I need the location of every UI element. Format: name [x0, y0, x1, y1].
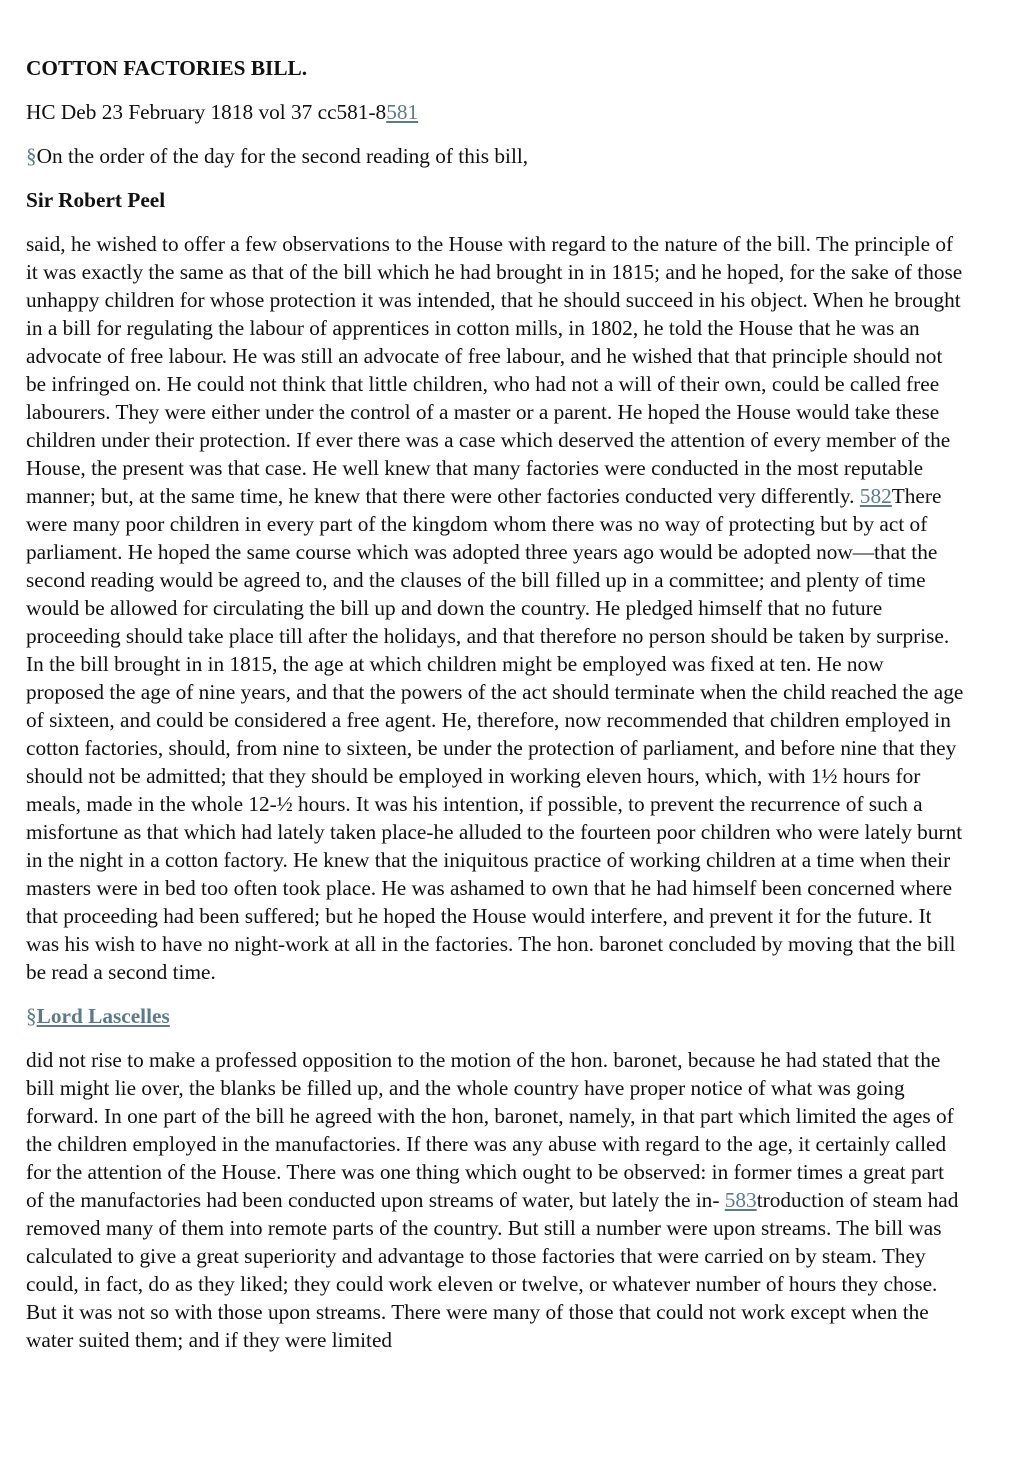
speech-body-lascelles [26, 1046, 966, 1354]
speaker-link-lascelles[interactable]: Lord Lascelles [36, 1004, 170, 1028]
speech-text: troduction of steam had removed many of them into remote parts of the country. But still a number were upon streams. The bill was calculated to give a great superiority and advantage to those factories that were carried on by steam. They could, in fact, do as they liked; they could work eleven or twelve, or whatever number of hours they chose. But it was not so with those upon streams. There were many of those that could not work except when the water suited them; and if they were limited [26, 1188, 959, 1352]
speech-text: did not rise to make a professed opposition to the motion of the hon. baronet, because he had stated that the bill might lie over, the blanks be filled up, and the whole country have proper notice of what was going forward. In one part of the bill he agreed with the hon, baronet, namely, in that part which limited the ages of the children employed in the manufactories. If there was any abuse with regard to the age, it certainly called for the attention of the House. There was one thing which ought to be observed: in former times a great part of the manufactories had been conducted upon streams of water, but lately the in- [26, 1048, 954, 1212]
speaker-name-peel: Sir Robert Peel [26, 188, 166, 212]
citation-text: HC Deb 23 February 1818 vol 37 cc581-8 [26, 100, 387, 124]
column-link-583[interactable]: 583 [724, 1188, 757, 1212]
citation-line [26, 98, 966, 126]
section-mark[interactable]: § [26, 144, 37, 168]
speech-body-peel [26, 230, 966, 986]
column-link-582[interactable]: 582 [859, 484, 892, 508]
document-page [26, 0, 966, 1354]
intro-line [26, 142, 966, 170]
speech-text: said, he wished to offer a few observations to the House with regard to the nature of the bill. The principle of it was exactly the same as that of the bill which he had brought in in 1815; and he hoped, for the sake of those unhappy children for whose protection it was intended, that he should succeed in his object. When he brought in a bill for regulating the labour of apprentices in cotton mills, in 1802, he told the House that he was an advocate of free labour. He was still an advocate of free labour, and he wished that that principle should not be infringed on. He could not think that little children, who had not a will of their own, could be called free labourers. They were either under the control of a master or a parent. He hoped the House would take these children under their protection. If ever there was a case which deserved the attention of every member of the House, the present was that case. He well knew that many factories were conducted in the most reputable manner; but, at the same time, he knew that there were other factories conducted very differently. [26, 232, 963, 508]
speaker-line-lascelles [26, 1002, 966, 1030]
section-mark[interactable]: § [26, 1004, 37, 1028]
speech-text: There were many poor children in every part of the kingdom whom there was no way of protecting but by act of parliament. He hoped the same course which was adopted three years ago would be adopted now—that the second reading would be agreed to, and the clauses of the bill filled up in a committee; and plenty of time would be allowed for circulating the bill up and down the country. He pledged himself that no future proceeding should take place till after the holidays, and that therefore no person should be taken by surprise. In the bill brought in in 1815, the age at which children might be employed was fixed at ten. He now proposed the age of nine years, and that the powers of the act should terminate when the child reached the age of sixteen, and could be considered a free agent. He, therefore, now recommended that children employed in cotton factories, should, from nine to sixteen, be under the protection of parliament, and before nine that they should not be admitted; that they should be employed in working eleven hours, which, with 1½ hours for meals, made in the whole 12-½ hours. It was his intention, if possible, to prevent the recurrence of such a misfortune as that which had lately taken place-he alluded to the fourteen poor children who were lately burnt in the night in a cotton factory. He knew that the iniquitous practice of working children at a time when their masters were in bed too often took place. He was ashamed to own that he had himself been concerned where that proceeding had been suffered; but he hoped the House would interfere, and prevent it for the future. It was his wish to have no night-work at all in the factories. The hon. baronet concluded by moving that the bill be read a second time. [26, 484, 964, 984]
intro-text: On the order of the day for the second reading of this bill, [36, 144, 529, 168]
column-link-581[interactable]: 581 [386, 100, 419, 124]
document-title: COTTON FACTORIES BILL. [26, 56, 308, 80]
